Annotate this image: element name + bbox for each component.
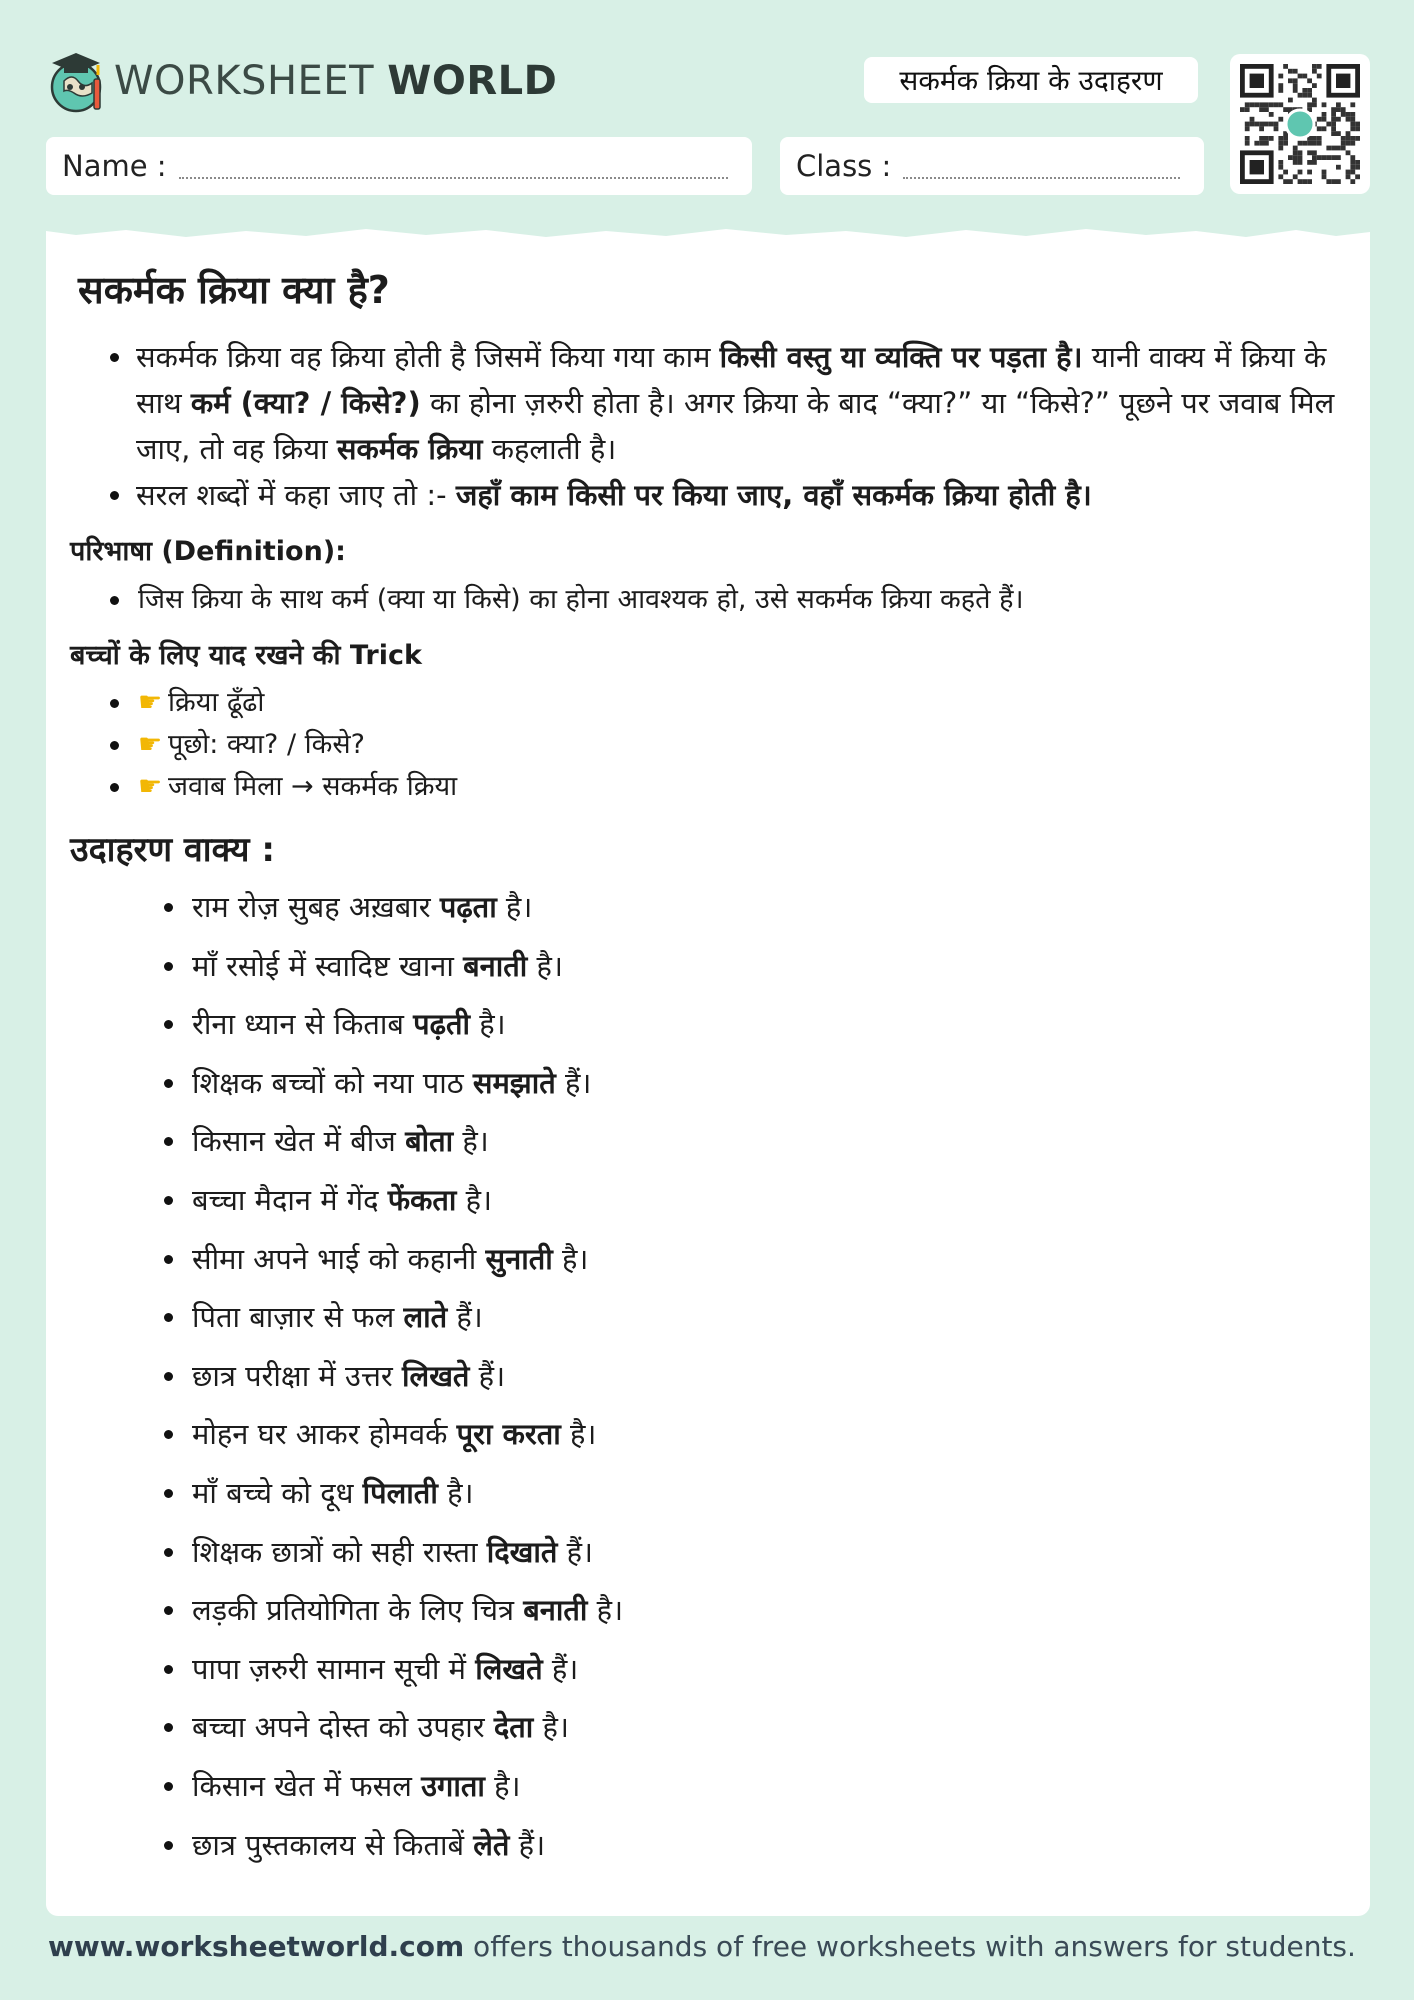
example-sentence: शिक्षक छात्रों को सही रास्ता दिखाते हैं। bbox=[70, 1523, 1340, 1582]
definition-heading: परिभाषा (Definition): bbox=[70, 536, 346, 567]
verb-highlight: उगाता bbox=[421, 1768, 485, 1803]
examples-list bbox=[70, 878, 1340, 1874]
example-sentence: माँ बच्चे को दूध पिलाती है। bbox=[70, 1464, 1340, 1523]
verb-highlight: देता bbox=[493, 1710, 534, 1745]
verb-highlight: सुनाती bbox=[485, 1241, 553, 1276]
examples-heading: उदाहरण वाक्य : bbox=[70, 830, 275, 870]
example-sentence: किसान खेत में फसल उगाता है। bbox=[70, 1757, 1340, 1816]
name-field[interactable] bbox=[46, 137, 752, 195]
verb-highlight: पिलाती bbox=[362, 1475, 438, 1510]
class-field[interactable] bbox=[780, 137, 1204, 195]
trick-item: ☛ क्रिया ढूँढो bbox=[70, 682, 1340, 724]
example-sentence: लड़की प्रतियोगिता के लिए चित्र बनाती है। bbox=[70, 1581, 1340, 1640]
name-line[interactable] bbox=[179, 153, 728, 179]
intro-title: सकर्मक क्रिया क्या है? bbox=[78, 268, 390, 312]
verb-highlight: लिखते bbox=[402, 1358, 470, 1393]
example-sentence: पिता बाज़ार से फल लाते हैं। bbox=[70, 1288, 1340, 1347]
example-sentence: राम रोज़ सुबह अख़बार पढ़ता है। bbox=[70, 878, 1340, 937]
verb-highlight: समझाते bbox=[472, 1065, 556, 1100]
verb-highlight: दिखाते bbox=[486, 1534, 558, 1569]
footer: www.worksheetworld.com offers thousands of free worksheets with answers for students. bbox=[48, 1930, 1356, 1963]
trick-list bbox=[70, 682, 1340, 808]
verb-highlight: पढ़ती bbox=[413, 1007, 471, 1042]
trick-heading: बच्चों के लिए याद रखने की Trick bbox=[70, 640, 422, 671]
qr-code bbox=[1230, 54, 1370, 194]
verb-highlight: बनाती bbox=[523, 1593, 588, 1628]
trick-item: ☛ पूछो: क्या? / किसे? bbox=[70, 724, 1340, 766]
example-sentence: मोहन घर आकर होमवर्क पूरा करता है। bbox=[70, 1405, 1340, 1464]
definition-list bbox=[70, 578, 1340, 622]
trick-item: ☛ जवाब मिला → सकर्मक क्रिया bbox=[70, 766, 1340, 808]
example-sentence: छात्र पुस्तकालय से किताबें लेते हैं। bbox=[70, 1816, 1340, 1875]
definition-text: जिस क्रिया के साथ कर्म (क्या या किसे) का होना आवश्यक हो, उसे सकर्मक क्रिया कहते हैं। bbox=[70, 578, 1340, 622]
example-sentence: बच्चा अपने दोस्त को उपहार देता है। bbox=[70, 1698, 1340, 1757]
intro-point-1: सकर्मक क्रिया वह क्रिया होती है जिसमें किया गया काम किसी वस्तु या व्यक्ति पर पड़ता है। यानी वाक्य में क्रिया के साथ कर्म (क्या? / किसे?) का होना ज़रुरी होता है। अगर क्रिया के बाद “क्या?” या “किसे?” पूछने पर जवाब मिल जाए, तो वह क्रिया सकर्मक क्रिया कहलाती है। bbox=[70, 334, 1340, 472]
example-sentence: छात्र परीक्षा में उत्तर लिखते हैं। bbox=[70, 1347, 1340, 1406]
example-sentence: किसान खेत में बीज बोता है। bbox=[70, 1112, 1340, 1171]
brand-name: WORKSHEET WORLD bbox=[114, 58, 558, 104]
example-sentence: माँ रसोई में स्वादिष्ट खाना बनाती है। bbox=[70, 937, 1340, 996]
qr-code-icon bbox=[1240, 64, 1360, 184]
worksheet-topic: सकर्मक क्रिया के उदाहरण bbox=[864, 57, 1198, 103]
intro-point-2: सरल शब्दों में कहा जाए तो :- जहाँ काम किसी पर किया जाए, वहाँ सकर्मक क्रिया होती है। bbox=[70, 472, 1340, 518]
brand-logo bbox=[46, 44, 557, 118]
globe-mascot-icon bbox=[46, 45, 108, 117]
example-sentence: पापा ज़रुरी सामान सूची में लिखते हैं। bbox=[70, 1640, 1340, 1699]
verb-highlight: फेंकता bbox=[387, 1182, 457, 1217]
example-sentence: शिक्षक बच्चों को नया पाठ समझाते हैं। bbox=[70, 1054, 1340, 1113]
verb-highlight: बनाती bbox=[463, 948, 528, 983]
verb-highlight: पूरा करता bbox=[456, 1417, 561, 1452]
verb-highlight: पढ़ता bbox=[439, 890, 497, 924]
pointing-hand-icon: ☛ bbox=[138, 729, 163, 760]
example-sentence: बच्चा मैदान में गेंद फेंकता है। bbox=[70, 1171, 1340, 1230]
example-sentence: सीमा अपने भाई को कहानी सुनाती है। bbox=[70, 1230, 1340, 1289]
pointing-hand-icon: ☛ bbox=[138, 687, 163, 718]
class-line[interactable] bbox=[903, 153, 1180, 179]
verb-highlight: बोता bbox=[405, 1124, 454, 1159]
torn-edge bbox=[46, 222, 1370, 246]
content-panel bbox=[46, 222, 1370, 1916]
footer-site-link[interactable]: www.worksheetworld.com bbox=[48, 1930, 465, 1963]
verb-highlight: लाते bbox=[403, 1300, 448, 1335]
verb-highlight: लेते bbox=[473, 1827, 510, 1862]
class-label: Class : bbox=[796, 149, 892, 183]
pointing-hand-icon: ☛ bbox=[138, 771, 163, 802]
intro-list bbox=[70, 334, 1340, 518]
name-label: Name : bbox=[62, 149, 167, 183]
example-sentence: रीना ध्यान से किताब पढ़ती है। bbox=[70, 995, 1340, 1054]
verb-highlight: लिखते bbox=[475, 1651, 543, 1686]
